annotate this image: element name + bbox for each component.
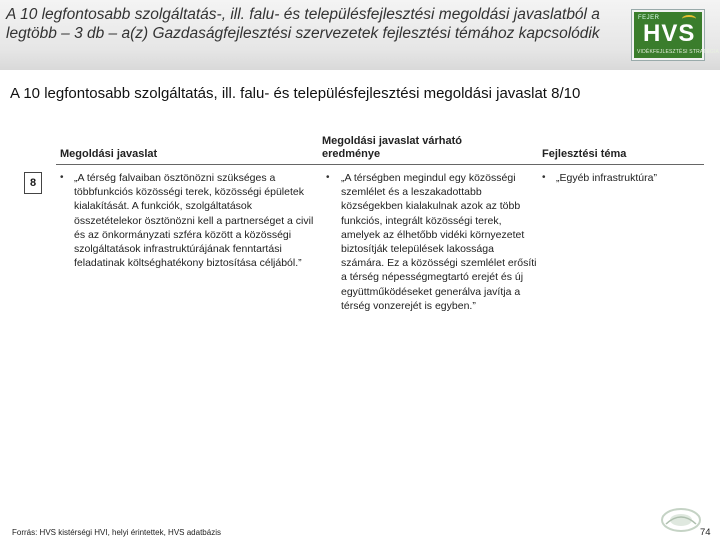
source-note: Forrás: HVS kistérségi HVI, helyi érintettek, HVS adatbázis [12,528,221,537]
column-header-proposal: Megoldási javaslat [60,148,158,160]
page-title: A 10 legfontosabb szolgáltatás, ill. falu- és településfejlesztési megoldási javaslat 8/10 [10,85,581,102]
proposal-text: „A térség falvaiban ösztönözni szükséges a többfunkciós közösségi terek, közösségi épületek kialakítását. A funkciók, szolgáltatások összetételekor ösztönözni kell a partnerséget a civil és az önkormányzati szféra között a közösségi szolgáltatások infrastruktúrájának fenntartási feladatinak költséghatékony biztosítása céljából.” [74,172,314,270]
header-bar [0,0,720,70]
page-number: 74 [700,527,711,538]
expected-result-text: „A térségben megindul egy közösségi szemlélet és a leszakadottabb községekben kialakulnak azok az több funkciós, integrált közösségi terek, amelyek az élhetőbb vidéki környezetet biztosítják települések lakossága számára. Ez a közösségi szemlélet erősíti a térség népességmegtartó erejét és új együttműködéseket generálva javítja a térség vonzerejét is egyben.” [341,172,537,312]
column-header-topic: Fejlesztési téma [542,148,627,160]
logo-main-text: HVS [643,20,696,47]
row-index: 8 [24,172,42,194]
logo-top-text: FEJER [638,15,660,21]
hvs-logo [632,10,720,60]
header-title: A 10 legfontosabb szolgáltatás-, ill. falu- és településfejlesztési megoldási javaslatból a legtöbb – 3 db – a(z) Gazdaságfejlesztési szervezetek fejlesztési témához kapcsolódik [6,6,600,42]
topic-text: „Egyéb infrastruktúra” [556,172,657,184]
column-header-expected-result: Megoldási javaslat várható eredménye [322,135,462,160]
corner-logo-icon [660,506,702,534]
bullet-result: • [326,172,330,183]
bullet-topic: • [542,172,546,183]
header-rule [56,164,704,165]
logo-sub-text: VIDÉKFEJLESZTÉSI STRATÉGIA [637,49,720,55]
bullet-proposal: • [60,172,64,183]
